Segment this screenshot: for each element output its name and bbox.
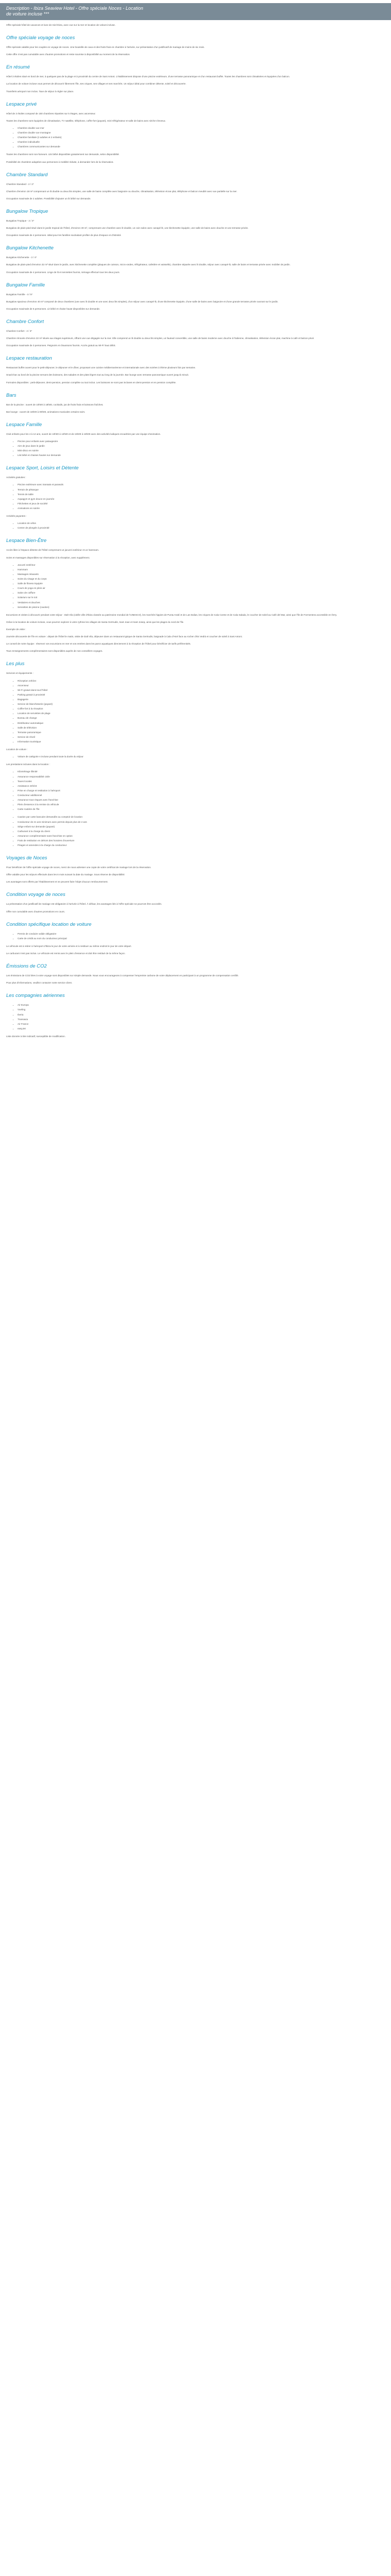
section-paragraph: Activités gratuites : [6, 476, 26, 479]
section-paragraph: Soins et massages disponibles sur réservation à la réception, avec supplément. [6, 556, 90, 559]
section-paragraph: Exemple de visite : [6, 628, 26, 631]
section-paragraph: Le véhicule est à retirer à l'aéroport d'Ibiza le jour de votre arrivée et à restituer au même endroit le jour de votre départ. [6, 944, 132, 947]
section-heading: Bars [6, 392, 17, 398]
list-item: • Voiture de catégorie A incluse pendant toute la durée du séjour [18, 755, 385, 758]
bullet-list [6, 770, 385, 811]
intro-text: Offre spéciale hôtel de vacances et lune de miel Ibiza, avec vue sur la mer et location de voiture incluse. [6, 24, 116, 26]
list-item: • Carte routière de l'île [18, 807, 385, 811]
list-item: • Taxes locales [18, 779, 385, 783]
description-content [0, 23, 391, 1038]
title-banner [0, 3, 391, 20]
list-item: • Transavia [18, 1018, 385, 1021]
section-heading: Bungalow Tropique [6, 208, 48, 214]
list-item: • Conducteur additionnel [18, 793, 385, 797]
section-paragraph: Transferts aéroport non inclus. Taxe de séjour à régler sur place. [6, 90, 74, 93]
list-item: • Permis de conduire valide obligatoire [18, 932, 385, 936]
list-item: • Assurance tous risques avec franchise [18, 798, 385, 802]
section-paragraph: Hôtel 3 étoiles situé en bord de mer, à quelques pas de la plage et à proximité du centre de Sant Antoni. L'établissement dispose d'une piscine extérieure, d'une terrasse panoramique et d'un restaurant buffet. Toutes les chambres sont climatisées et équipées d'un balcon. [6, 75, 290, 78]
list-item: • Service de réveil [18, 735, 385, 739]
list-item: • Location de vélos [18, 521, 385, 525]
list-item: • Service de blanchisserie (payant) [18, 702, 385, 706]
list-item: • Conducteur de 21 ans minimum avec permis depuis plus de 2 ans [18, 820, 385, 824]
bullet-list [6, 679, 385, 744]
list-item: • Assistance 24h/24 [18, 784, 385, 788]
section-paragraph: Bungalow de plain-pied situé dans le jardin tropical de l'hôtel, d'environ 30 m², comprenant une chambre avec lit double, un coin salon avec canapé-lit, une kitchenette équipée, une salle de bains avec douche et une terrasse privée. [6, 227, 249, 230]
section-heading: Offre spéciale voyage de noces [6, 35, 75, 41]
section-paragraph: Bungalow de plain-pied d'environ 32 m² situé dans le jardin, avec kitchenette complète (plaques de cuisson, micro-ondes, réfrigérateur, cafetière et vaisselle), chambre séparée avec lit double, séjour avec canapé-lit, salle de bains et terrasse privée avec mobilier de jardin. [6, 263, 290, 266]
bullet-list [6, 1003, 385, 1030]
section-heading: En résumé [6, 64, 30, 71]
list-item: • Péages et amendes à la charge du conducteur [18, 843, 385, 847]
section-heading: Lespace restauration [6, 355, 52, 362]
section-paragraph: Pour bénéficier de l'offre spéciale voyage de noces, merci de nous adresser une copie de votre certificat de mariage lors de la réservation. [6, 866, 152, 869]
list-item: • Chambre individuelle [18, 140, 385, 144]
list-item: • Mini-disco en soirée [18, 449, 385, 452]
section-heading: Chambre Standard [6, 172, 48, 178]
bullet-list [6, 126, 385, 149]
list-item: • Tennis de table [18, 493, 385, 496]
list-item: • Soins du visage et du corps [18, 577, 385, 581]
list-item: • Salon de coiffure [18, 591, 385, 595]
bullet-list [6, 439, 385, 457]
section-paragraph: Bar de la piscine : ouvert de 10h00 à 18h00, cocktails, jus de fruits frais et boissons fraîches. [6, 403, 104, 406]
section-paragraph: Occupation maximale de 3 personnes. Peignoirs et chaussons fournis. Accès gratuit au Wi-Fi haut débit. [6, 344, 116, 347]
list-item: • Salle de fitness équipée [18, 582, 385, 585]
section-paragraph: Toutes les chambres sont équipées de climatisation, TV satellite, téléphone, coffre-fort (payant), mini-réfrigérateur et salle de bains avec sèche-cheveux. [6, 119, 166, 122]
section-heading: Lespace privé [6, 101, 37, 107]
section-heading: Condition voyage de noces [6, 892, 66, 898]
list-item: • Frais de restitution en dehors des horaires d'ouverture [18, 839, 385, 842]
section-paragraph: Accès libre à l'espace détente de l'hôtel comprenant un jacuzzi extérieur et un hammam. [6, 549, 99, 552]
list-item: • Siège enfant sur demande (payant) [18, 825, 385, 828]
section-heading: Voyages de Noces [6, 855, 47, 861]
section-paragraph: Les prestations incluses dans la location : [6, 763, 50, 766]
list-item: • Aire de jeux dans le jardin [18, 444, 385, 448]
list-item: • Solarium sur le toit [18, 596, 385, 599]
section-paragraph: Bungalow Kitchenette - 2 / 4* [6, 256, 37, 259]
bullet-list [6, 483, 385, 510]
section-paragraph: La présentation d'un justificatif de mariage est obligatoire à l'arrivée à l'hôtel. À défaut, les avantages liés à l'offre spéciale ne pourront être accordés. [6, 903, 162, 906]
list-item: • Piscine extérieure avec transats et parasols [18, 483, 385, 486]
section-paragraph: Les émissions de CO2 liées à votre voyage sont disponibles sur simple demande. Nous vous encourageons à compenser l'empreinte carbone de votre déplacement en participant à un programme de compensation certifié. [6, 974, 239, 977]
section-paragraph: Bungalow Famille - 4 / 5* [6, 293, 33, 296]
list-item: • Lits bébé et chaises hautes sur demande [18, 453, 385, 457]
list-item: • Animations en soirée [18, 506, 385, 510]
section-paragraph: Chambre Confort - 2 / 3* [6, 329, 32, 332]
list-item: • Hammam [18, 568, 385, 571]
section-paragraph: Possibilité de chambres adaptées aux personnes à mobilité réduite, à demander lors de la réservation. [6, 160, 114, 163]
bullet-list [6, 815, 385, 847]
section-paragraph: Chambre d'environ 18 m² comprenant un lit double ou deux lits simples, une salle de bains complète avec baignoire ou douche, climatisation, télévision écran plat, téléphone et balcon meublé avec vue partielle sur la mer. [6, 190, 237, 193]
section-paragraph: Bungalow Tropique - 2 / 4* [6, 219, 35, 222]
section-paragraph: Journée découverte de l'île en voiture : départ de l'hôtel le matin, visite de Dalt Vila, déjeuner dans un restaurant typique de Santa Gertrudis, baignade à Cala d'Hort face au rocher d'Es Vedrà et coucher de soleil à Sant Antoni. [6, 635, 242, 638]
section-paragraph: Le carburant n'est pas inclus. Le véhicule est remis avec le plein d'essence et doit être restitué de la même façon. [6, 952, 126, 955]
section-heading: Condition spécifique location de voiture [6, 921, 92, 927]
list-item: • Iberia [18, 1013, 385, 1016]
list-item: • easyJet [18, 1027, 385, 1030]
list-item: • Location de serviettes de plage [18, 711, 385, 715]
list-item: • Caution par carte bancaire demandée au comptoir de location [18, 815, 385, 819]
list-item: • Distributeur automatique [18, 721, 385, 725]
list-item: • Cours de yoga en plein air [18, 586, 385, 590]
list-item: • Terrasse panoramique [18, 731, 385, 734]
section-paragraph: Grâce à la location de voiture incluse, vous pourrez explorer à votre rythme les villages de Santa Gertrudis, Sant Joan et Sant Josep, ainsi que les plages du nord de l'île. [6, 620, 184, 623]
list-item: • Piscine pour enfants avec pataugeoire [18, 439, 385, 443]
section-paragraph: Occupation maximale de 4 personnes. Linge de lit et serviettes fournis, ménage effectué tous les deux jours. [6, 270, 120, 274]
section-paragraph: Excursions et visites à découvrir pendant votre séjour : Dalt Vila (vieille ville d'Ibiza classée au patrimoine mondial de l'UNESCO), les marchés hippies de Punta Arabí et de Las Dalias, les criques de Cala Comte et de Cala Salada, le coucher de soleil au Café del Mar, ainsi que l'île de Formentera accessible en ferry. [6, 613, 337, 616]
list-item: • Parking gratuit à proximité [18, 693, 385, 697]
list-item: • Serviettes de piscine (caution) [18, 605, 385, 609]
list-item: • Vestiaires et douches [18, 601, 385, 604]
list-item: • Salle de télévision [18, 726, 385, 730]
section-paragraph: Restaurant buffet ouvert pour le petit-déjeuner, le déjeuner et le dîner, proposant une cuisine méditerranéenne et internationale avec des soirées à thème plusieurs fois par semaine. [6, 366, 196, 369]
section-paragraph: Toutes les chambres sont non-fumeurs. Lits bébé disponibles gratuitement sur demande, selon disponibilité. [6, 153, 120, 156]
list-item: • Coffre-fort à la réception [18, 707, 385, 710]
list-item: • Wi-Fi gratuit dans tout l'hôtel [18, 688, 385, 692]
section-heading: Chambre Confort [6, 318, 44, 325]
list-item: • Carburant à la charge du client [18, 829, 385, 833]
section-paragraph: Services et équipements : [6, 672, 34, 675]
list-item: • Chambre double vue montagne [18, 131, 385, 134]
section-paragraph: Chambre rénovée d'environ 22 m² située aux étages supérieurs, offrant une vue dégagée sur la mer. Elle comprend un lit double ou deux lits simples, un fauteuil convertible, une salle de bains moderne avec douche à l'italienne, climatisation, télévision écran plat, machine à café et balcon privé. [6, 337, 315, 340]
list-item: • Kilométrage illimité [18, 770, 385, 773]
banner-line-1: Description - Ibiza Seaview Hotel - Offre spéciale Noces - Location [6, 6, 143, 11]
list-item: • Carte de crédit au nom du conducteur principal [18, 937, 385, 940]
section-heading: Lespace Sport, Loisirs et Détente [6, 465, 79, 471]
list-item: • Plein d'essence à la remise du véhicule [18, 803, 385, 806]
list-item: • Jacuzzi extérieur [18, 563, 385, 567]
section-paragraph: Chambre Standard - 2 / 2* [6, 182, 34, 185]
section-paragraph: Cette offre n'est pas cumulable avec d'autres promotions et reste soumise à disponibilité au moment de la réservation. [6, 53, 131, 56]
list-item: • Ascenseur [18, 684, 385, 687]
list-item: • Information touristique [18, 740, 385, 743]
section-paragraph: Pour plus d'informations, veuillez contacter notre service client. [6, 981, 73, 985]
section-heading: Bungalow Famille [6, 282, 45, 288]
list-item: • Bagagerie [18, 698, 385, 701]
page [0, 0, 391, 1038]
section-heading: Les compagnies aériennes [6, 993, 65, 999]
list-item: • Assurance complémentaire sans franchise en option [18, 834, 385, 838]
bullet-list [6, 521, 385, 530]
section-paragraph: Bar lounge : ouvert de 18h00 à 00h00, animations musicales certains soirs. [6, 410, 86, 413]
section-paragraph: Occupation maximale de 4 personnes. Idéal pour les familles souhaitant profiter de plus d'espace et d'intimité. [6, 234, 122, 237]
section-heading: Émissions de CO2 [6, 963, 47, 970]
section-paragraph: Snack-bar au bord de la piscine servant des boissons, des salades et des plats légers tout au long de la journée. Bar lounge avec terrasse panoramique ouvert jusqu'à minuit. [6, 374, 189, 377]
banner-line-2: de voiture incluse *** [6, 11, 50, 16]
section-paragraph: Liste donnée à titre indicatif, susceptible de modification. [6, 1035, 66, 1038]
section-paragraph: Location de voiture : [6, 748, 28, 751]
list-item: • Fléchettes et jeux de société [18, 502, 385, 505]
list-item: • Vueling [18, 1008, 385, 1011]
section-paragraph: Occupation maximale de 2 adultes. Possibilité d'ajouter un lit bébé sur demande. [6, 197, 91, 200]
bullet-list [6, 755, 385, 758]
section-paragraph: Activités payantes : [6, 515, 27, 518]
section-paragraph: Offre valable pour les séjours effectués dans les 6 mois suivant la date du mariage. Sous réserve de disponibilité. [6, 873, 125, 876]
list-item: • Aquagym et gym douce en journée [18, 497, 385, 501]
section-heading: Lespace Famille [6, 421, 42, 428]
list-item: • Air France [18, 1022, 385, 1026]
section-paragraph: Occupation maximale de 5 personnes. Lit bébé et chaise haute disponibles sur demande. [6, 307, 101, 310]
list-item: • Chambre familiale (2 adultes et 2 enfants) [18, 135, 385, 139]
list-item: • Air Europa [18, 1003, 385, 1007]
section-paragraph: Offre spéciale valable pour les couples en voyage de noces. Une bouteille de cava et des fruits frais en chambre à l'arrivée, sur présentation d'un justificatif de mariage de moins de six mois. [6, 46, 205, 49]
section-paragraph: Formules disponibles : petit-déjeuner, demi-pension, pension complète ou tout inclus. Les boissons ne sont pas incluses en demi-pension et en pension complète. [6, 381, 176, 384]
list-item: • Prise en charge et restitution à l'aéroport [18, 789, 385, 792]
section-paragraph: Hôtel de 3 étoiles composé de 150 chambres réparties sur 5 étages, avec ascenseur. [6, 112, 96, 115]
bullet-list [6, 563, 385, 609]
section-heading: Les plus [6, 661, 25, 667]
list-item: • Bureau de change [18, 716, 385, 720]
list-item: • Massages relaxants [18, 572, 385, 576]
section-paragraph: Bungalow spacieux d'environ 40 m² composé de deux chambres (une avec lit double et une avec deux lits simples), d'un séjour avec canapé-lit, d'une kitchenette équipée, d'une salle de bains avec baignoire et d'une grande terrasse privée ouvrant sur le jardin. [6, 300, 279, 303]
section-paragraph: Club enfants pour les 4 à 12 ans, ouvert de 10h00 à 13h00 et de 15h00 à 18h00 avec des activités ludiques encadrées par une équipe d'animation. [6, 432, 161, 435]
list-item: • Centre de plongée à proximité [18, 526, 385, 530]
section-paragraph: Les avantages sont offerts par l'établissement et ne peuvent faire l'objet d'aucun remboursement. [6, 880, 108, 884]
list-item: • Assurance responsabilité civile [18, 775, 385, 778]
section-heading: Bungalow Kitchenette [6, 245, 54, 251]
bullet-list [6, 932, 385, 940]
section-heading: Lespace Bien-Être [6, 538, 47, 544]
list-item: • Chambre double vue mer [18, 126, 385, 130]
section-paragraph: La location de voiture incluse vous permet de découvrir librement l'île, ses criques, ses villages et ses marchés. Un séjour idéal pour combiner détente, soleil et découverte. [6, 82, 186, 86]
section-paragraph: Offre non cumulable avec d'autres promotions en cours. [6, 910, 65, 913]
section-paragraph: Le conseil de notre équipe : réservez vos excursions en mer et vos entrées dans les parcs aquatiques directement à la réception de l'hôtel pour bénéficier de tarifs préférentiels. [6, 642, 191, 646]
list-item: • Chambres communicantes sur demande [18, 145, 385, 148]
section-paragraph: Tous renseignements complémentaires sont disponibles auprès de nos conseillers voyages. [6, 650, 103, 653]
list-item: • Terrain de pétanque [18, 488, 385, 492]
list-item: • Réception 24h/24 [18, 679, 385, 683]
